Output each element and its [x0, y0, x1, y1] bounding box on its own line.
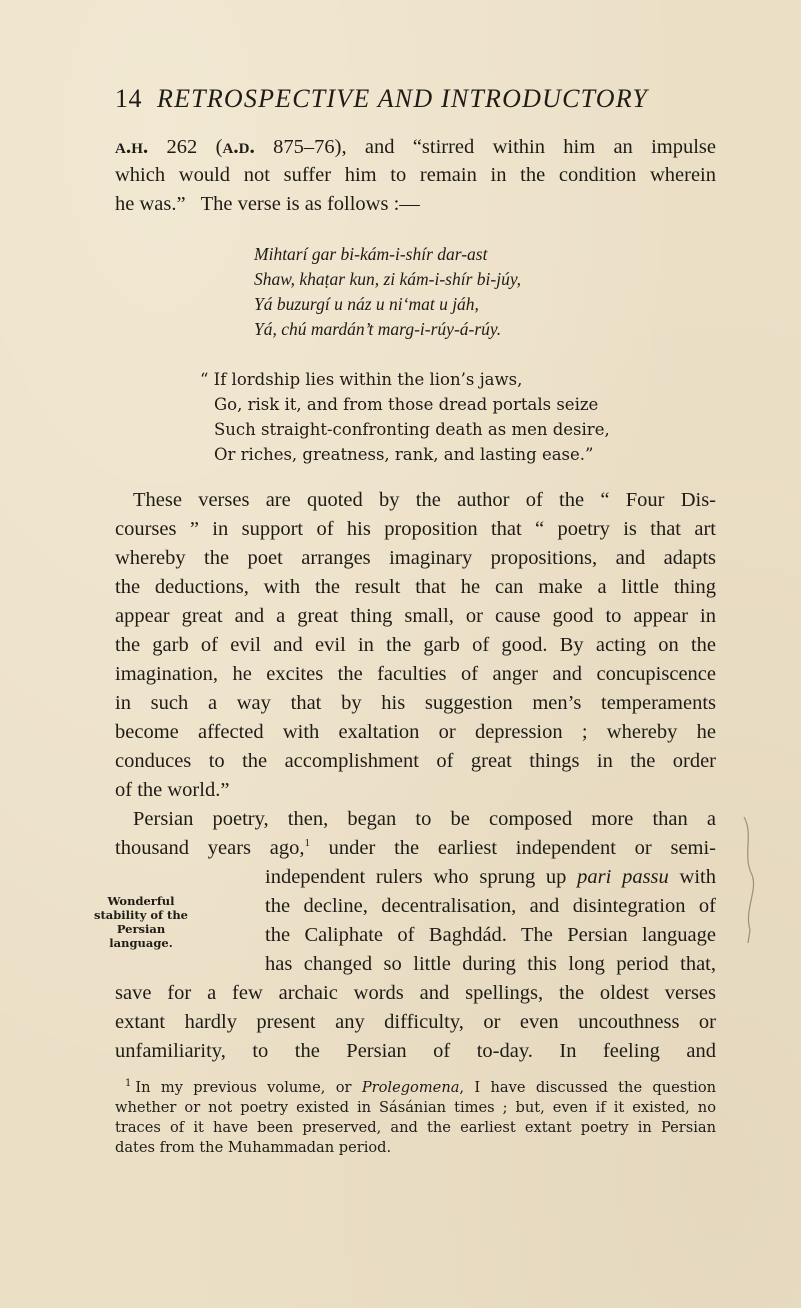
verse-transliteration-line: Shaw, khaṭar kun, zi kám-i-shír bi-júy, — [254, 269, 522, 289]
body-line: whereby the poet arranges imaginary propositions, and adapts — [115, 547, 716, 569]
page-number: 14 — [115, 84, 142, 113]
verse-translation-line: Such straight-confronting death as men desire, — [214, 420, 610, 439]
running-head — [115, 84, 648, 114]
footnote-mark: 1 — [125, 1078, 132, 1090]
body-line: independent rulers who sprung up pari passu with — [265, 866, 716, 888]
era-abbrev-ad: a.d. — [222, 134, 255, 158]
footnote-reference[interactable]: 1 — [304, 837, 310, 850]
era-abbrev-ah: a.h. — [115, 134, 149, 158]
verse-translation-line: Or riches, greatness, rank, and lasting ease.” — [214, 445, 594, 464]
body-line: he was.” The verse is as follows :— — [115, 193, 420, 215]
body-line: Persian poetry, then, began to be composed more than a — [133, 808, 716, 830]
footnote-line: traces of it have been preserved, and the earliest extant poetry in Persian — [115, 1119, 716, 1136]
body-line: appear great and a great thing small, or cause good to appear in — [115, 605, 716, 627]
verse-transliteration-line: Yá, chú mardán’t marg-i-rúy-á-rúy. — [254, 319, 502, 339]
body-line: save for a few archaic words and spellings, the oldest verses — [115, 982, 716, 1004]
body-line: the garb of evil and evil in the garb of good. By acting on the — [115, 634, 716, 656]
body-line: unfamiliarity, to the Persian of to-day. In feeling and — [115, 1040, 716, 1062]
body-line: extant hardly present any difficulty, or even uncouthness or — [115, 1011, 716, 1033]
body-line: conduces to the accomplishment of great things in the order — [115, 750, 716, 772]
marginal-note: Wonderful stability of the Persian language. — [94, 894, 188, 950]
verse-translation-line: Go, risk it, and from those dread portals seize — [214, 395, 599, 414]
body-line: the decline, decentralisation, and disintegration of — [265, 895, 716, 917]
verse-transliteration-line: Mihtarí gar bi-kám-i-shír dar-ast — [254, 244, 488, 264]
body-line: the Caliphate of Baghdád. The Persian language — [265, 924, 716, 946]
body-line: become affected with exaltation or depression ; whereby he — [115, 721, 716, 743]
page-edge-curl-decoration — [740, 815, 760, 945]
verse-translation-line: “ If lordship lies within the lion’s jaws, — [200, 370, 523, 389]
body-line: imagination, he excites the faculties of anger and concupiscence — [115, 663, 716, 685]
body-line: These verses are quoted by the author of the “ Four Dis- — [133, 489, 716, 511]
footnote-line: dates from the Muhammadan period. — [115, 1139, 392, 1156]
latin-phrase: pari passu — [577, 866, 669, 888]
body-line: of the world.” — [115, 779, 230, 801]
verse-transliteration-line: Yá buzurgí u náz u ni‘mat u jáh, — [254, 294, 479, 314]
running-head-title: RETROSPECTIVE AND INTRODUCTORY — [157, 84, 649, 113]
book-title: Prolegomena — [361, 1079, 460, 1096]
body-line: thousand years ago,$^1$ under the earliest independent or semi- — [115, 837, 717, 859]
body-line: the deductions, with the result that he can make a little thing — [115, 576, 716, 598]
body-line: courses ” in support of his proposition that “ poetry is that art — [115, 518, 716, 540]
footnote-line: whether or not poetry existed in Sásánian times ; but, even if it existed, no — [115, 1099, 716, 1116]
footnote-line: $^1$ In my previous volume, or Prolegomena, I have discussed the question — [125, 1078, 716, 1096]
body-line: in such a way that by his suggestion men’s temperaments — [115, 692, 716, 714]
body-line: a.h. 262 (a.d. 875–76), and “stirred within him an impulse — [115, 134, 716, 158]
body-line: which would not suffer him to remain in the condition wherein — [115, 164, 716, 186]
body-line: has changed so little during this long period that, — [265, 953, 716, 975]
